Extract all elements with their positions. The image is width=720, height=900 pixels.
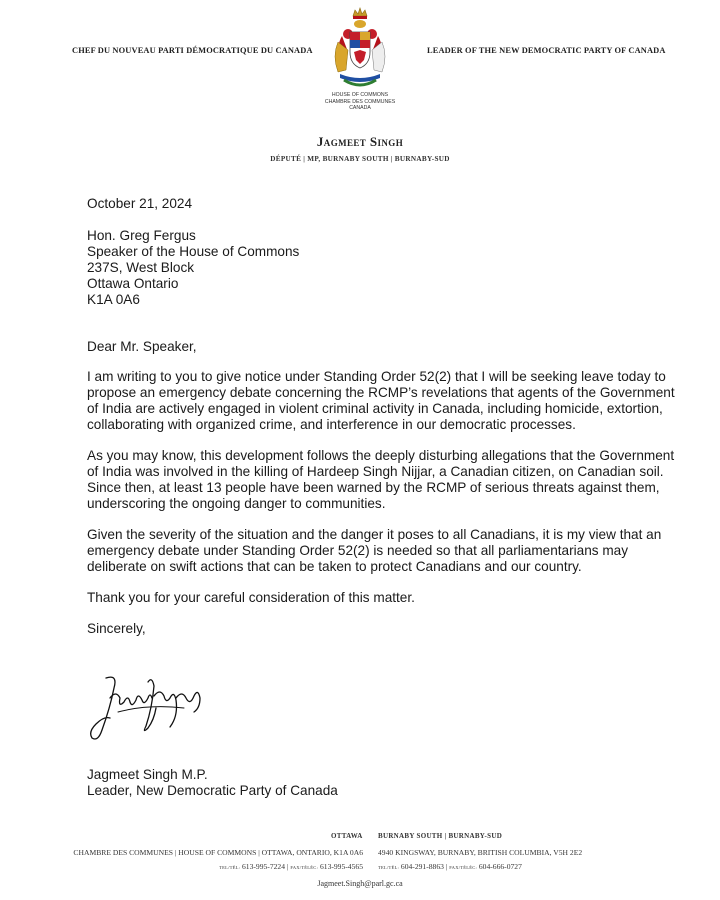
footer-ottawa-address: CHAMBRE DES COMMUNES | HOUSE OF COMMONS | OTTAWA, ONTARIO, K1A 0A6 — [73, 848, 363, 857]
paragraph: I am writing to you to give notice under Standing Order 52(2) that I will be seeking leave today to propose an emergency debate concerning the RCMP’s revelations that agents of the Government of India are actively engaged in violent criminal activity in Canada, including homicide, extortion, collaborating with organized crime, and interference in our democratic processes. — [87, 369, 675, 432]
recipient-line: K1A 0A6 — [87, 292, 140, 307]
crest-caption — [320, 92, 400, 112]
recipient-address — [87, 228, 687, 308]
signer-title: Leader, New Democratic Party of Canada — [87, 783, 338, 798]
footer-burnaby-label: BURNABY SOUTH | BURNABY-SUD — [378, 832, 503, 840]
ottawa-fax: 613-995-4565 — [319, 862, 363, 871]
handwritten-signature — [88, 668, 212, 752]
burnaby-tel: 604-291-8863 — [400, 862, 444, 871]
tel-label: TEL/TÉL: — [219, 865, 241, 870]
closing: Sincerely, — [87, 621, 146, 636]
recipient-line: 237S, West Block — [87, 260, 195, 275]
signer-name: Jagmeet Singh M.P. — [87, 767, 208, 782]
letter-date: October 21, 2024 — [87, 196, 193, 211]
crest-caption-line: CANADA — [349, 105, 371, 112]
paragraph: As you may know, this development follows the deeply disturbing allegations that the Government of India was involved in the killing of Hardeep Singh Nijjar, a Canadian citizen, on Canadian soil. Since then, at least 13 people have been warned by the RCMP of serious threats against them, underscoring the ongoing danger to communities. — [87, 448, 675, 511]
footer-burnaby-phone: TEL/TÉL: 604-291-8863 | FAX/TÉLÉC: 604-666-0727 — [378, 862, 522, 871]
footer-burnaby-address: 4940 KINGSWAY, BURNABY, BRITISH COLUMBIA, V5H 2E2 — [378, 848, 583, 857]
header-right-title: LEADER OF THE NEW DEMOCRATIC PARTY OF CANADA — [427, 46, 666, 55]
salutation: Dear Mr. Speaker, — [87, 339, 197, 354]
tel-label: TEL/TÉL: — [378, 865, 399, 870]
letter-body — [87, 196, 687, 637]
recipient-line: Hon. Greg Fergus — [87, 228, 196, 243]
burnaby-fax: 604-666-0727 — [478, 862, 522, 871]
mp-name: Jagmeet Singh — [316, 134, 404, 149]
fax-label: FAX/TÉLÉC: — [449, 865, 477, 870]
recipient-line: Speaker of the House of Commons — [87, 244, 300, 259]
mp-riding: DÉPUTÉ | MP, BURNABY SOUTH | BURNABY-SUD — [270, 155, 450, 163]
header-left-title: CHEF DU NOUVEAU PARTI DÉMOCRATIQUE DU CANADA — [72, 46, 313, 55]
crest-caption-line: HOUSE OF COMMONS — [331, 92, 389, 98]
recipient-line: Ottawa Ontario — [87, 276, 179, 291]
signature-block — [87, 767, 338, 799]
footer-ottawa-label: OTTAWA — [331, 832, 363, 840]
fax-label: FAX/TÉLÉC: — [290, 865, 319, 870]
footer-email: Jagmeet.Singh@parl.gc.ca — [317, 879, 403, 888]
paragraph: Thank you for your careful consideration of this matter. — [87, 590, 415, 605]
ottawa-tel: 613-995-7224 — [242, 862, 286, 871]
paragraph: Given the severity of the situation and the danger it poses to all Canadians, it is my view that an emergency debate under Standing Order 52(2) is needed so that all parliamentarians may deliberate on swift actions that can be taken to protect Canadians and our country. — [87, 527, 662, 574]
crest-caption-line: CHAMBRE DES COMMUNES — [324, 98, 396, 105]
footer-ottawa-phone: TEL/TÉL: 613-995-7224 | FAX/TÉLÉC: 613-995-4565 — [219, 862, 363, 871]
